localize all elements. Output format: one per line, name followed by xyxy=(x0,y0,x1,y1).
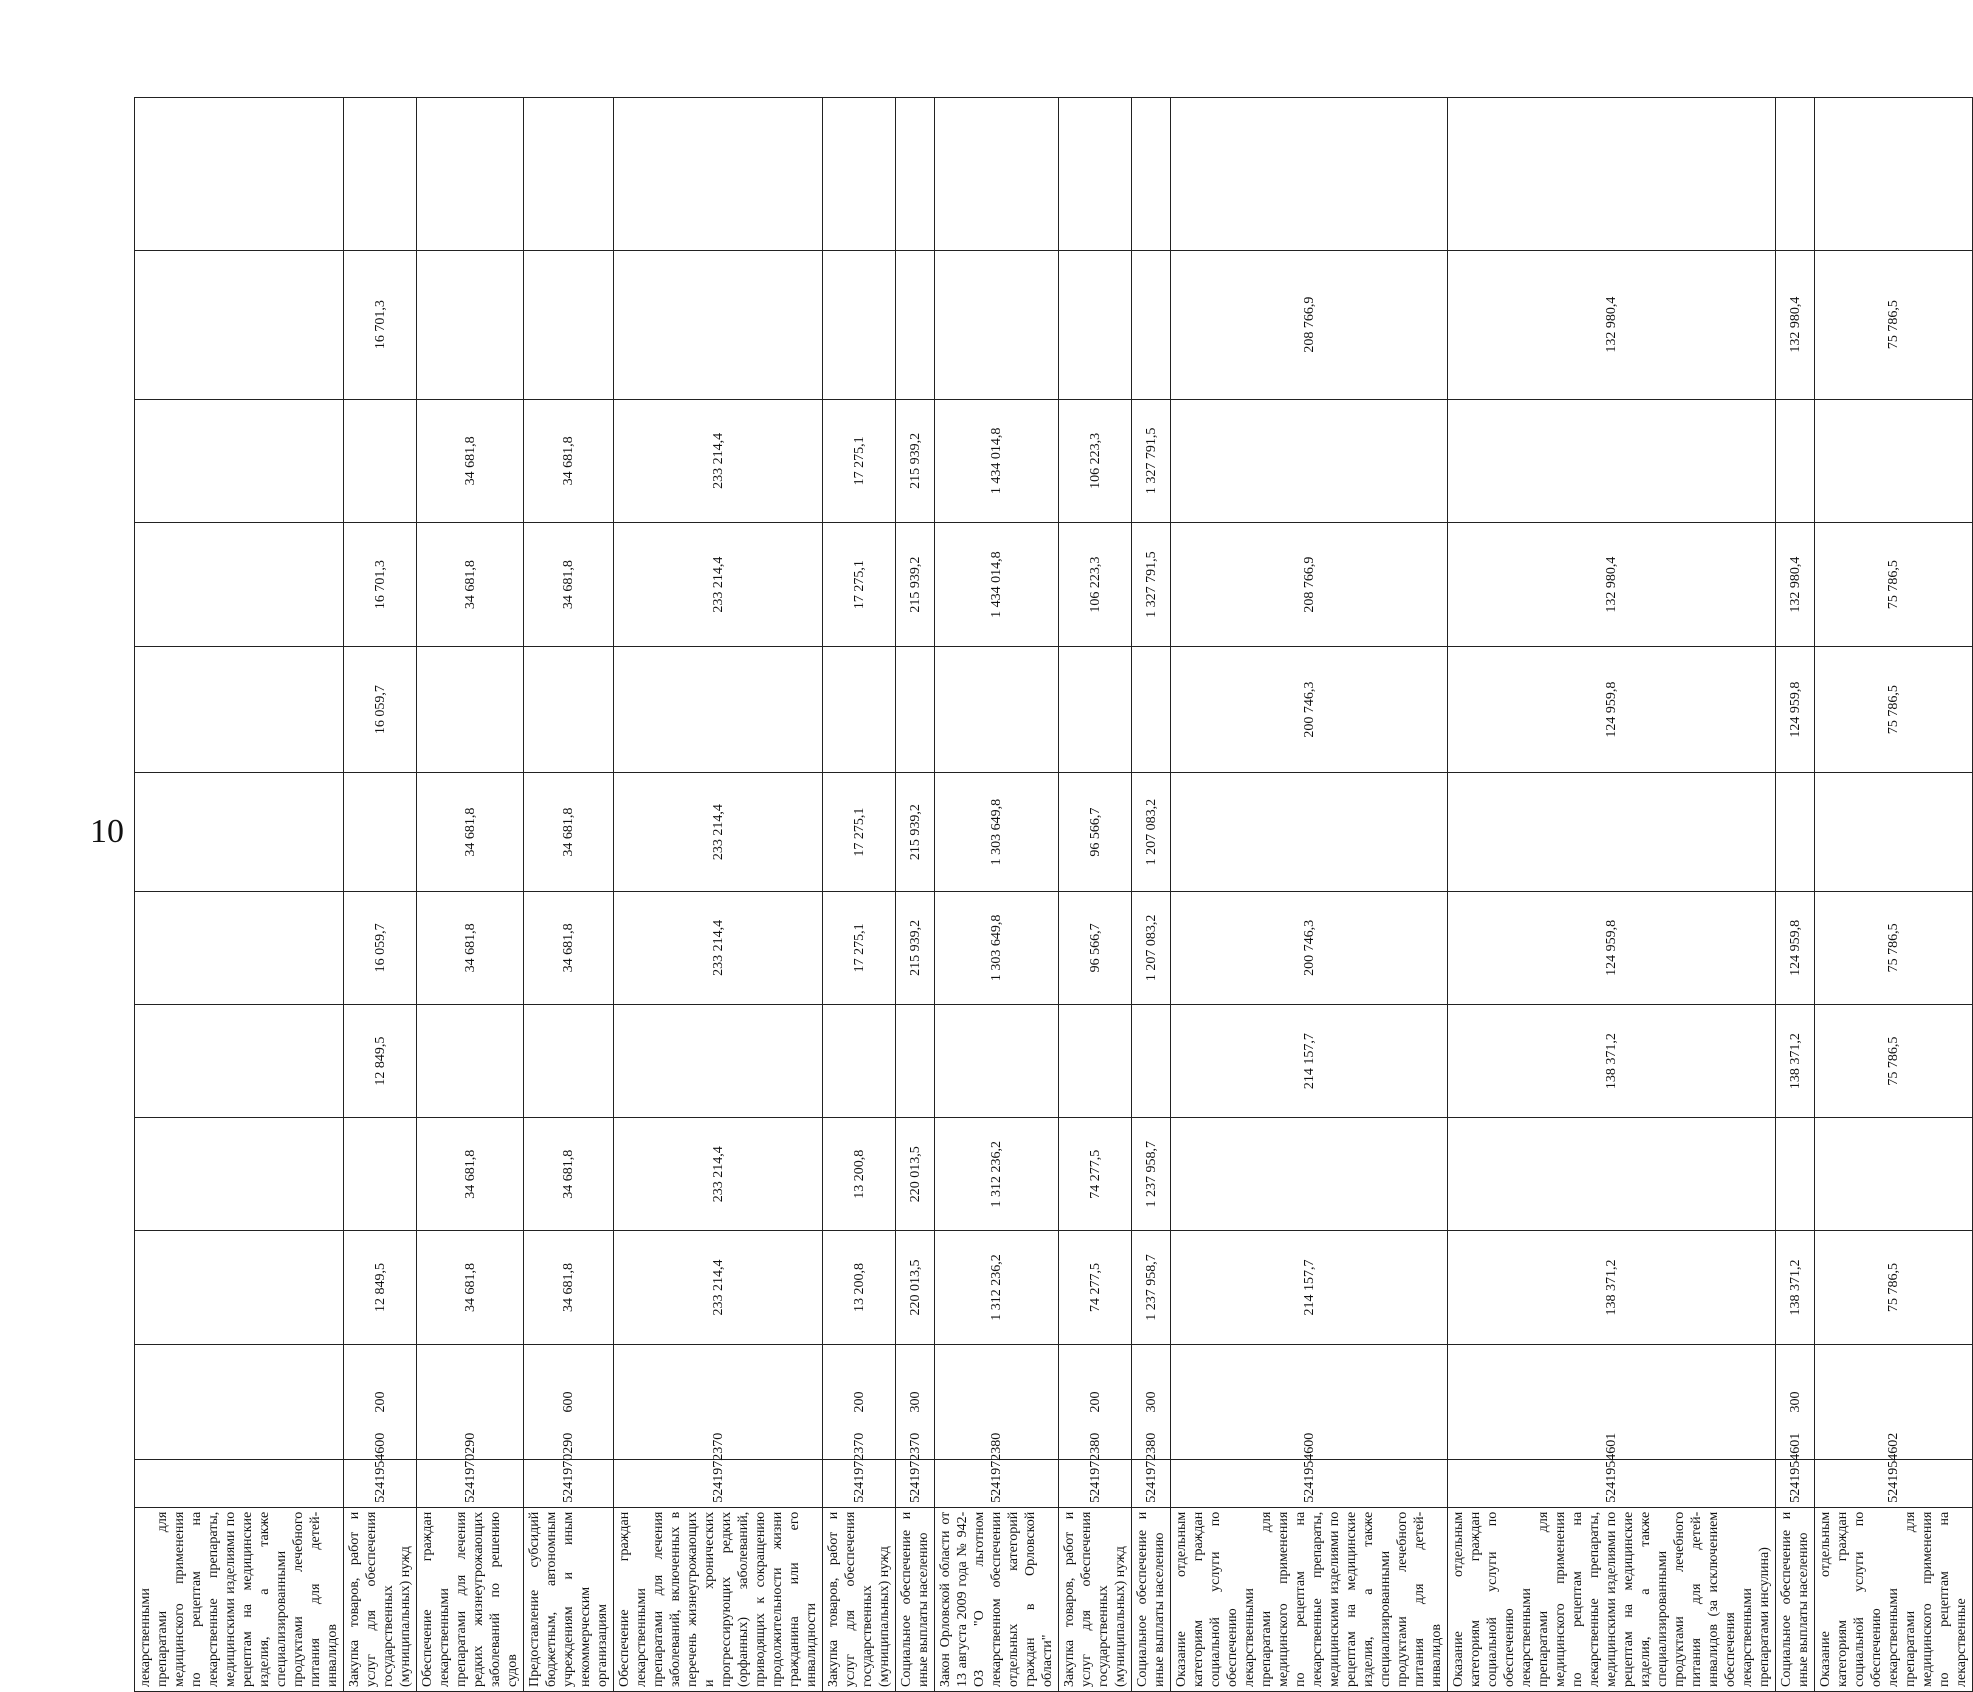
amount-cell: 75 786,5 xyxy=(1815,646,1973,772)
table-row xyxy=(1132,98,1171,1692)
amount-cell xyxy=(524,250,614,399)
amount-cell: 34 681,8 xyxy=(417,773,524,891)
amount-cell: 75 786,5 xyxy=(1815,250,1973,399)
row-description: Закупка товаров, работ и услуг для обеспечения государственных (муниципальных) нужд xyxy=(823,1507,896,1691)
amount-cell: 1 303 649,8 xyxy=(935,891,1059,1004)
amount-cell: 208 766,9 xyxy=(1171,523,1448,647)
amount-cell: 75 786,5 xyxy=(1815,1004,1973,1117)
amount-cell xyxy=(1776,98,1815,251)
amount-cell xyxy=(935,646,1059,772)
amount-cell xyxy=(896,1004,935,1117)
expense-type-code: 200 xyxy=(823,1344,896,1460)
expense-type-code xyxy=(135,1344,344,1460)
amount-cell: 34 681,8 xyxy=(524,1231,614,1344)
amount-cell xyxy=(823,98,896,251)
amount-cell: 233 214,4 xyxy=(614,773,823,891)
amount-cell: 124 959,8 xyxy=(1776,646,1815,772)
row-description: Обеспечение граждан лекарственными препаратами для лечения заболеваний, включенных в перечень жизнеугрожающих и хронических прогрессирующих редких (орфанных) заболеваний, приводящих к сокращению продолжительности жизни гражданина или его инвалидности xyxy=(614,1507,823,1691)
classification-code: 5241954600 xyxy=(1171,1460,1448,1507)
amount-cell: 17 275,1 xyxy=(823,523,896,647)
amount-cell: 215 939,2 xyxy=(896,523,935,647)
amount-cell: 74 277,5 xyxy=(1059,1118,1132,1231)
amount-cell xyxy=(344,98,417,251)
amount-cell xyxy=(1171,773,1448,891)
amount-cell: 34 681,8 xyxy=(524,773,614,891)
classification-code: 5241972370 xyxy=(896,1460,935,1507)
table-row xyxy=(524,98,614,1692)
amount-cell xyxy=(524,98,614,251)
amount-cell: 214 157,7 xyxy=(1171,1231,1448,1344)
amount-cell: 34 681,8 xyxy=(524,1118,614,1231)
amount-cell: 1 327 791,5 xyxy=(1132,523,1171,647)
amount-cell: 75 786,5 xyxy=(1815,523,1973,647)
amount-cell: 16 701,3 xyxy=(344,250,417,399)
row-description: Социальное обеспечение и иные выплаты населению xyxy=(1132,1507,1171,1691)
amount-cell xyxy=(1132,646,1171,772)
amount-cell: 75 786,5 xyxy=(1815,1231,1973,1344)
table-row xyxy=(417,98,524,1692)
amount-cell xyxy=(135,1118,344,1231)
expense-type-code: 300 xyxy=(896,1344,935,1460)
amount-cell: 124 959,8 xyxy=(1776,891,1815,1004)
amount-cell: 34 681,8 xyxy=(417,891,524,1004)
amount-cell xyxy=(896,250,935,399)
amount-cell xyxy=(1776,399,1815,523)
expense-type-code: 600 xyxy=(524,1344,614,1460)
amount-cell xyxy=(935,1004,1059,1117)
amount-cell xyxy=(135,1004,344,1117)
amount-cell: 16 059,7 xyxy=(344,891,417,1004)
amount-cell: 132 980,4 xyxy=(1448,250,1776,399)
amount-cell xyxy=(135,891,344,1004)
amount-cell: 17 275,1 xyxy=(823,399,896,523)
amount-cell xyxy=(135,773,344,891)
amount-cell xyxy=(896,98,935,251)
row-description: Оказание отдельным категориям граждан социальной услуги по обеспечению лекарственными препаратами для медицинского применения по рецептам на лекарственные xyxy=(1815,1507,1973,1691)
amount-cell xyxy=(1815,773,1973,891)
amount-cell: 138 371,2 xyxy=(1776,1004,1815,1117)
amount-cell: 233 214,4 xyxy=(614,523,823,647)
amount-cell: 132 980,4 xyxy=(1776,523,1815,647)
row-description: Социальное обеспечение и иные выплаты населению xyxy=(896,1507,935,1691)
amount-cell xyxy=(417,1004,524,1117)
classification-code: 5241954601 xyxy=(1448,1460,1776,1507)
amount-cell: 220 013,5 xyxy=(896,1118,935,1231)
amount-cell: 75 786,5 xyxy=(1815,891,1973,1004)
amount-cell xyxy=(1059,1004,1132,1117)
classification-code: 5241972380 xyxy=(935,1460,1059,1507)
amount-cell: 1 434 014,8 xyxy=(935,399,1059,523)
amount-cell: 17 275,1 xyxy=(823,773,896,891)
amount-cell: 34 681,8 xyxy=(417,1231,524,1344)
amount-cell: 1 207 083,2 xyxy=(1132,773,1171,891)
amount-cell xyxy=(1448,98,1776,251)
rotated-page xyxy=(134,97,1969,1692)
expense-type-code: 300 xyxy=(1776,1344,1815,1460)
amount-cell xyxy=(1059,98,1132,251)
amount-cell: 233 214,4 xyxy=(614,1118,823,1231)
amount-cell xyxy=(614,98,823,251)
amount-cell xyxy=(1059,646,1132,772)
amount-cell: 132 980,4 xyxy=(1776,250,1815,399)
amount-cell xyxy=(417,98,524,251)
amount-cell xyxy=(417,250,524,399)
amount-cell xyxy=(614,1004,823,1117)
amount-cell xyxy=(896,646,935,772)
classification-code: 5241970290 xyxy=(417,1460,524,1507)
classification-code: 5241970290 xyxy=(524,1460,614,1507)
amount-cell xyxy=(614,646,823,772)
amount-cell: 220 013,5 xyxy=(896,1231,935,1344)
amount-cell: 96 566,7 xyxy=(1059,891,1132,1004)
table-row xyxy=(896,98,935,1692)
amount-cell: 215 939,2 xyxy=(896,773,935,891)
amount-cell: 12 849,5 xyxy=(344,1004,417,1117)
row-description: лекарственными препаратами для медицинского применения по рецептам на лекарственные препараты, медицинскими изделиями по рецептам на медицинские изделия, а также специализированными продуктами лечебного питания для детей-инвалидов xyxy=(135,1507,344,1691)
amount-cell xyxy=(135,250,344,399)
amount-cell: 17 275,1 xyxy=(823,891,896,1004)
amount-cell: 34 681,8 xyxy=(417,1118,524,1231)
amount-cell xyxy=(1171,1118,1448,1231)
amount-cell: 215 939,2 xyxy=(896,399,935,523)
amount-cell xyxy=(1132,98,1171,251)
amount-cell: 200 746,3 xyxy=(1171,646,1448,772)
amount-cell xyxy=(1171,98,1448,251)
amount-cell: 1 327 791,5 xyxy=(1132,399,1171,523)
amount-cell xyxy=(1448,1118,1776,1231)
amount-cell: 16 059,7 xyxy=(344,646,417,772)
amount-cell xyxy=(135,523,344,647)
amount-cell: 1 434 014,8 xyxy=(935,523,1059,647)
amount-cell: 138 371,2 xyxy=(1448,1004,1776,1117)
classification-code: 5241972370 xyxy=(823,1460,896,1507)
amount-cell: 215 939,2 xyxy=(896,891,935,1004)
amount-cell: 34 681,8 xyxy=(417,523,524,647)
amount-cell xyxy=(135,399,344,523)
table-row xyxy=(135,98,344,1692)
amount-cell xyxy=(135,646,344,772)
amount-cell xyxy=(1132,250,1171,399)
amount-cell xyxy=(417,646,524,772)
row-description: Обеспечение граждан лекарственными препаратами для лечения редких жизнеугрожающих заболеваний по решению судов xyxy=(417,1507,524,1691)
amount-cell: 13 200,8 xyxy=(823,1118,896,1231)
table-row xyxy=(1059,98,1132,1692)
table-row xyxy=(1448,98,1776,1692)
amount-cell xyxy=(935,250,1059,399)
amount-cell xyxy=(1815,98,1973,251)
amount-cell: 233 214,4 xyxy=(614,399,823,523)
classification-code: 5241954601 xyxy=(1776,1460,1815,1507)
table-row xyxy=(1776,98,1815,1692)
row-description: Оказание отдельным категориям граждан социальной услуги по обеспечению лекарственными препаратами для медицинского применения по рецептам на лекарственные препараты, медицинскими изделиями по рецептам на медицинские изделия, а также специализированными продуктами лечебного питания для детей-инвалидов xyxy=(1171,1507,1448,1691)
amount-cell: 124 959,8 xyxy=(1448,646,1776,772)
amount-cell: 106 223,3 xyxy=(1059,399,1132,523)
classification-code: 5241954602 xyxy=(1815,1460,1973,1507)
classification-code xyxy=(135,1460,344,1507)
expense-type-code: 300 xyxy=(1132,1344,1171,1460)
expense-type-code: 200 xyxy=(344,1344,417,1460)
amount-cell xyxy=(1815,1118,1973,1231)
amount-cell xyxy=(524,646,614,772)
amount-cell: 1 237 958,7 xyxy=(1132,1231,1171,1344)
amount-cell xyxy=(1171,399,1448,523)
table-row xyxy=(614,98,823,1692)
amount-cell xyxy=(344,773,417,891)
amount-cell xyxy=(823,1004,896,1117)
amount-cell: 233 214,4 xyxy=(614,1231,823,1344)
amount-cell: 34 681,8 xyxy=(417,399,524,523)
table-row xyxy=(935,98,1059,1692)
row-description: Закупка товаров, работ и услуг для обеспечения государственных (муниципальных) нужд xyxy=(1059,1507,1132,1691)
amount-cell: 208 766,9 xyxy=(1171,250,1448,399)
amount-cell xyxy=(1815,399,1973,523)
amount-cell: 34 681,8 xyxy=(524,891,614,1004)
table-row xyxy=(1815,98,1973,1692)
amount-cell xyxy=(135,1231,344,1344)
amount-cell: 1 237 958,7 xyxy=(1132,1118,1171,1231)
amount-cell: 34 681,8 xyxy=(524,523,614,647)
amount-cell: 1 303 649,8 xyxy=(935,773,1059,891)
classification-code: 5241954600 xyxy=(344,1460,417,1507)
amount-cell xyxy=(1448,399,1776,523)
amount-cell xyxy=(823,646,896,772)
row-description: Социальное обеспечение и иные выплаты населению xyxy=(1776,1507,1815,1691)
row-description: Предоставление субсидий бюджетным, автономным учреждениям и иным некоммерческим организациям xyxy=(524,1507,614,1691)
page-number: 10 xyxy=(90,813,124,850)
amount-cell xyxy=(614,250,823,399)
amount-cell xyxy=(1776,1118,1815,1231)
amount-cell: 74 277,5 xyxy=(1059,1231,1132,1344)
amount-cell: 214 157,7 xyxy=(1171,1004,1448,1117)
amount-cell: 138 371,2 xyxy=(1776,1231,1815,1344)
table-row xyxy=(823,98,896,1692)
table-row xyxy=(344,98,417,1692)
amount-cell: 106 223,3 xyxy=(1059,523,1132,647)
amount-cell: 34 681,8 xyxy=(524,399,614,523)
amount-cell: 12 849,5 xyxy=(344,1231,417,1344)
amount-cell: 96 566,7 xyxy=(1059,773,1132,891)
amount-cell xyxy=(823,250,896,399)
amount-cell: 13 200,8 xyxy=(823,1231,896,1344)
amount-cell xyxy=(935,98,1059,251)
amount-cell: 1 207 083,2 xyxy=(1132,891,1171,1004)
table-row xyxy=(1171,98,1448,1692)
amount-cell: 132 980,4 xyxy=(1448,523,1776,647)
amount-cell: 200 746,3 xyxy=(1171,891,1448,1004)
amount-cell: 16 701,3 xyxy=(344,523,417,647)
amount-cell xyxy=(1448,773,1776,891)
amount-cell: 138 371,2 xyxy=(1448,1231,1776,1344)
amount-cell xyxy=(344,1118,417,1231)
amount-cell xyxy=(1059,250,1132,399)
budget-table-body xyxy=(135,98,1973,1692)
amount-cell xyxy=(1776,773,1815,891)
amount-cell: 1 312 236,2 xyxy=(935,1231,1059,1344)
amount-cell xyxy=(524,1004,614,1117)
amount-cell xyxy=(135,98,344,251)
row-description: Закон Орловской области от 13 августа 2009 года № 942-ОЗ "О льготном лекарственном обеспечении отдельных категорий граждан в Орловской области" xyxy=(935,1507,1059,1691)
amount-cell xyxy=(344,399,417,523)
expense-type-code: 200 xyxy=(1059,1344,1132,1460)
classification-code: 5241972370 xyxy=(614,1460,823,1507)
classification-code: 5241972380 xyxy=(1132,1460,1171,1507)
row-description: Закупка товаров, работ и услуг для обеспечения государственных (муниципальных) нужд xyxy=(344,1507,417,1691)
amount-cell: 124 959,8 xyxy=(1448,891,1776,1004)
budget-table xyxy=(134,97,1973,1692)
classification-code: 5241972380 xyxy=(1059,1460,1132,1507)
amount-cell: 233 214,4 xyxy=(614,891,823,1004)
amount-cell: 1 312 236,2 xyxy=(935,1118,1059,1231)
amount-cell xyxy=(1132,1004,1171,1117)
row-description: Оказание отдельным категориям граждан социальной услуги по обеспечению лекарственными препаратами для медицинского применения по рецептам на лекарственные препараты, медицинскими изделиями по рецептам на медицинские изделия, а также специализированными продуктами лечебного питания для детей-инвалидов (за исключением обеспечения лекарственными препаратами инсулина) xyxy=(1448,1507,1776,1691)
